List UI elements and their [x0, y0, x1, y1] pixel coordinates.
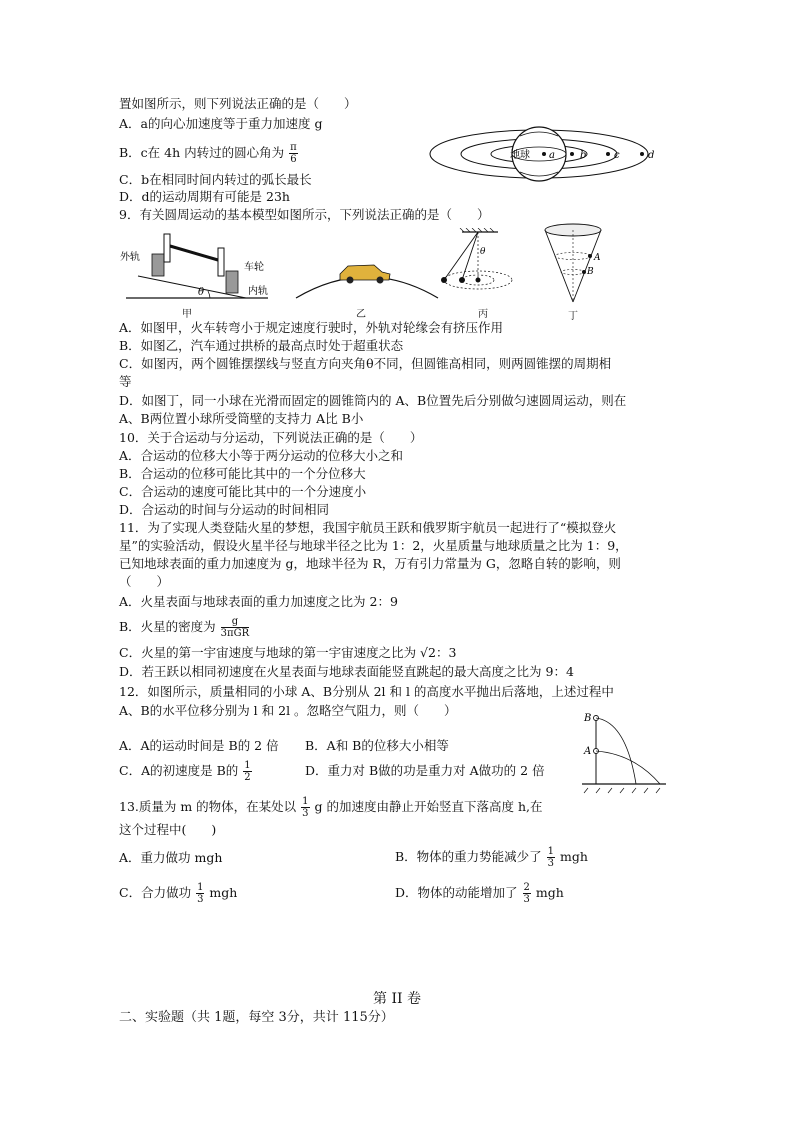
q12-option-b: B．A和 B的位移大小相等: [305, 738, 449, 753]
q13-option-d-unit: mgh: [535, 885, 564, 900]
caption-jia: 甲: [182, 309, 192, 320]
outer-rail-label: 外轨: [120, 252, 140, 263]
q12-option-c-fraction: [243, 760, 251, 783]
q10-option-d: D．合运动的时间与分运动的时间相同: [119, 502, 330, 517]
q13-option-b-fraction: [547, 846, 555, 869]
frac-denominator: 6: [290, 154, 297, 165]
caption-bing: 丙: [478, 309, 488, 320]
trajectory-a: [596, 751, 660, 784]
frac-denominator: 3: [302, 808, 309, 819]
cone-figure: [540, 222, 610, 308]
right-wheel: [218, 248, 224, 276]
outer-rail-block: [152, 254, 164, 276]
frac-numerator: 1: [244, 760, 251, 771]
frac-numerator: 1: [302, 796, 309, 807]
sat-c-dot: [606, 152, 610, 156]
orbit-figure: [428, 124, 668, 186]
q12-stem-line1: 12．如图所示，质量相同的小球 A、B分别从 2l 和 l 的高度水平抛出后落地，上述过程中: [119, 684, 614, 699]
q11-stem-line3: 已知地球表面的重力加速度为 g，地球半径为 R，万有引力常量为 G，忽略自转的影响，则: [119, 556, 621, 571]
q12-option-c-text: C．A的初速度是 B的: [119, 763, 239, 778]
trajectory-b: [596, 718, 636, 784]
q8-option-b: [119, 142, 299, 165]
q13-stem-fraction: [301, 796, 309, 819]
part2-section-heading: 二、实验题（共 1题，每空 3分，共计 115分）: [119, 1010, 394, 1025]
frac-numerator: 1: [197, 882, 204, 893]
center-ball: [476, 278, 481, 283]
q13-option-b-unit: mgh: [560, 849, 588, 864]
string-2: [444, 232, 478, 280]
frac-denominator: 2: [244, 772, 251, 783]
q13-stem-line2: 这个过程中( ): [119, 822, 217, 837]
q11-stem-line2: 星”的实验活动，假设火星半径与地球半径之比为 1：2，火星质量与地球质量之比为 1：9，: [119, 538, 628, 553]
frac-denominator: 3: [197, 894, 204, 905]
conical-pendulum-figure: [432, 228, 532, 304]
q8-option-c: C．b在相同时间内转过的弧长最长: [119, 172, 312, 187]
q13-option-c: [119, 882, 237, 905]
frac-denominator: 3: [523, 894, 530, 905]
theta-label: θ: [198, 287, 205, 298]
q11-option-b: [119, 616, 250, 639]
sat-d-label: d: [648, 150, 655, 161]
q9-option-c-line1: C．如图丙，两个圆锥摆摆线与竖直方向夹角θ不同，但圆锥高相同，则两圆锥摆的周期相: [119, 356, 612, 371]
wheel-label: 车轮: [244, 262, 264, 273]
frac-denominator: 3πGR: [220, 628, 250, 639]
q12-option-a: A．A的运动时间是 B的 2 倍: [119, 738, 279, 753]
label-b: B: [584, 713, 592, 724]
sat-a-dot: [542, 152, 546, 156]
q9-stem: 9．有关圆周运动的基本模型如图所示，下列说法正确的是（ ）: [119, 207, 490, 222]
q9-option-d-line1: D．如图丁，同一小球在光滑而固定的圆锥筒内的 A、B位置先后分别做匀速圆周运动，则在: [119, 393, 627, 408]
q13-option-c-unit: mgh: [209, 885, 238, 900]
ground-hatch: [584, 788, 660, 793]
label-a: A: [594, 253, 601, 263]
q8-option-d: D．d的运动周期有可能是 23h: [119, 189, 290, 204]
ball-1: [459, 277, 465, 283]
frac-numerator: π: [290, 142, 297, 153]
cone-left-wall: [545, 230, 573, 302]
q13-stem-text-2: g 的加速度由静止开始竖直下落高度 h,在: [314, 799, 543, 814]
inner-rail-label: 内轨: [248, 286, 268, 297]
projectile-figure: [578, 708, 670, 794]
theta-label: θ: [480, 247, 486, 257]
train-track-figure: [118, 226, 278, 306]
label-a: A: [584, 746, 592, 757]
part2-title: 第 II 卷: [373, 991, 421, 1007]
q13-option-a: A．重力做功 mgh: [119, 850, 223, 865]
q13-option-d-text: D．物体的动能增加了: [395, 885, 518, 900]
q8-stem: 置如图所示，则下列说法正确的是（ ）: [119, 96, 357, 111]
earth-label: 地球: [510, 150, 530, 161]
sat-a-label: a: [549, 150, 555, 161]
caption-yi: 乙: [356, 309, 366, 320]
q9-option-b: B．如图乙，汽车通过拱桥的最高点时处于超重状态: [119, 338, 404, 353]
car-wheel-rear: [377, 277, 384, 284]
q12-option-c: [119, 760, 253, 783]
q11-stem-line4: （ ）: [119, 574, 170, 589]
ball-b: [582, 270, 586, 274]
q9-option-c-line2: 等: [119, 374, 132, 389]
q11-option-d: D．若王跃以相同初速度在火星表面与地球表面能竖直跳起的最大高度之比为 9：4: [119, 664, 574, 679]
q11-option-b-fraction: [221, 616, 249, 639]
car-wheel-front: [347, 277, 354, 284]
q10-option-c: C．合运动的速度可能比其中的一个分速度小: [119, 484, 367, 499]
q11-option-c: C．火星的第一宇宙速度与地球的第一宇宙速度之比为 √2：3: [119, 645, 457, 660]
ball-a: [588, 254, 592, 258]
q13-stem-line1: [119, 796, 543, 819]
q11-option-b-text: B．火星的密度为: [119, 619, 216, 634]
q8-option-a: A．a的向心加速度等于重力加速度 g: [119, 116, 323, 131]
sat-b-label: b: [580, 150, 587, 161]
q10-option-b: B．合运动的位移可能比其中的一个分位移大: [119, 466, 366, 481]
q13-option-b: [395, 846, 588, 869]
q13-option-d: [395, 882, 564, 905]
frac-denominator: 3: [547, 858, 555, 869]
axle: [170, 246, 218, 260]
ceiling-hatch: [460, 228, 494, 232]
sat-c-label: c: [614, 150, 620, 161]
angle-arc: [208, 291, 210, 298]
frac-numerator: 2: [523, 882, 530, 893]
q10-stem: 10．关于合运动与分运动，下列说法正确的是（ ）: [119, 430, 423, 445]
q13-option-c-fraction: [196, 882, 204, 905]
inner-rail-block: [226, 271, 238, 293]
q11-option-a: A．火星表面与地球表面的重力加速度之比为 2：9: [119, 594, 398, 609]
q9-option-d-line2: A、B两位置小球所受筒壁的支持力 A比 B小: [119, 411, 364, 426]
q13-option-c-text: C．合力做功: [119, 885, 192, 900]
q12-stem-line2: A、B的水平位移分别为 l 和 2l 。忽略空气阻力，则（ ）: [119, 703, 457, 718]
string-1: [462, 232, 478, 280]
frac-numerator: g: [221, 616, 249, 628]
q11-stem-line1: 11．为了实现人类登陆火星的梦想，我国宇航员王跃和俄罗斯宇航员一起进行了“模拟登火: [119, 520, 617, 535]
q12-option-d: D．重力对 B做的功是重力对 A做功的 2 倍: [305, 763, 545, 778]
car-bridge-figure: [292, 246, 442, 302]
left-wheel: [164, 234, 170, 262]
cone-right-wall: [573, 230, 601, 302]
q13-option-d-fraction: [523, 882, 531, 905]
q13-stem-text-1: 13.质量为 m 的物体，在某处以: [119, 799, 297, 814]
q8-option-b-fraction: [289, 142, 298, 165]
label-b: B: [587, 267, 594, 277]
q13-option-b-text: B．物体的重力势能减少了: [395, 849, 542, 864]
q10-option-a: A．合运动的位移大小等于两分运动的位移大小之和: [119, 448, 404, 463]
caption-ding: 丁: [568, 311, 578, 322]
q8-option-b-text: B．c在 4h 内转过的圆心角为: [119, 145, 285, 160]
frac-numerator: 1: [547, 846, 555, 857]
q9-option-a: A．如图甲，火车转弯小于规定速度行驶时，外轨对轮缘会有挤压作用: [119, 320, 504, 335]
sat-b-dot: [570, 152, 574, 156]
ball-2: [441, 277, 447, 283]
sat-d-dot: [640, 152, 644, 156]
